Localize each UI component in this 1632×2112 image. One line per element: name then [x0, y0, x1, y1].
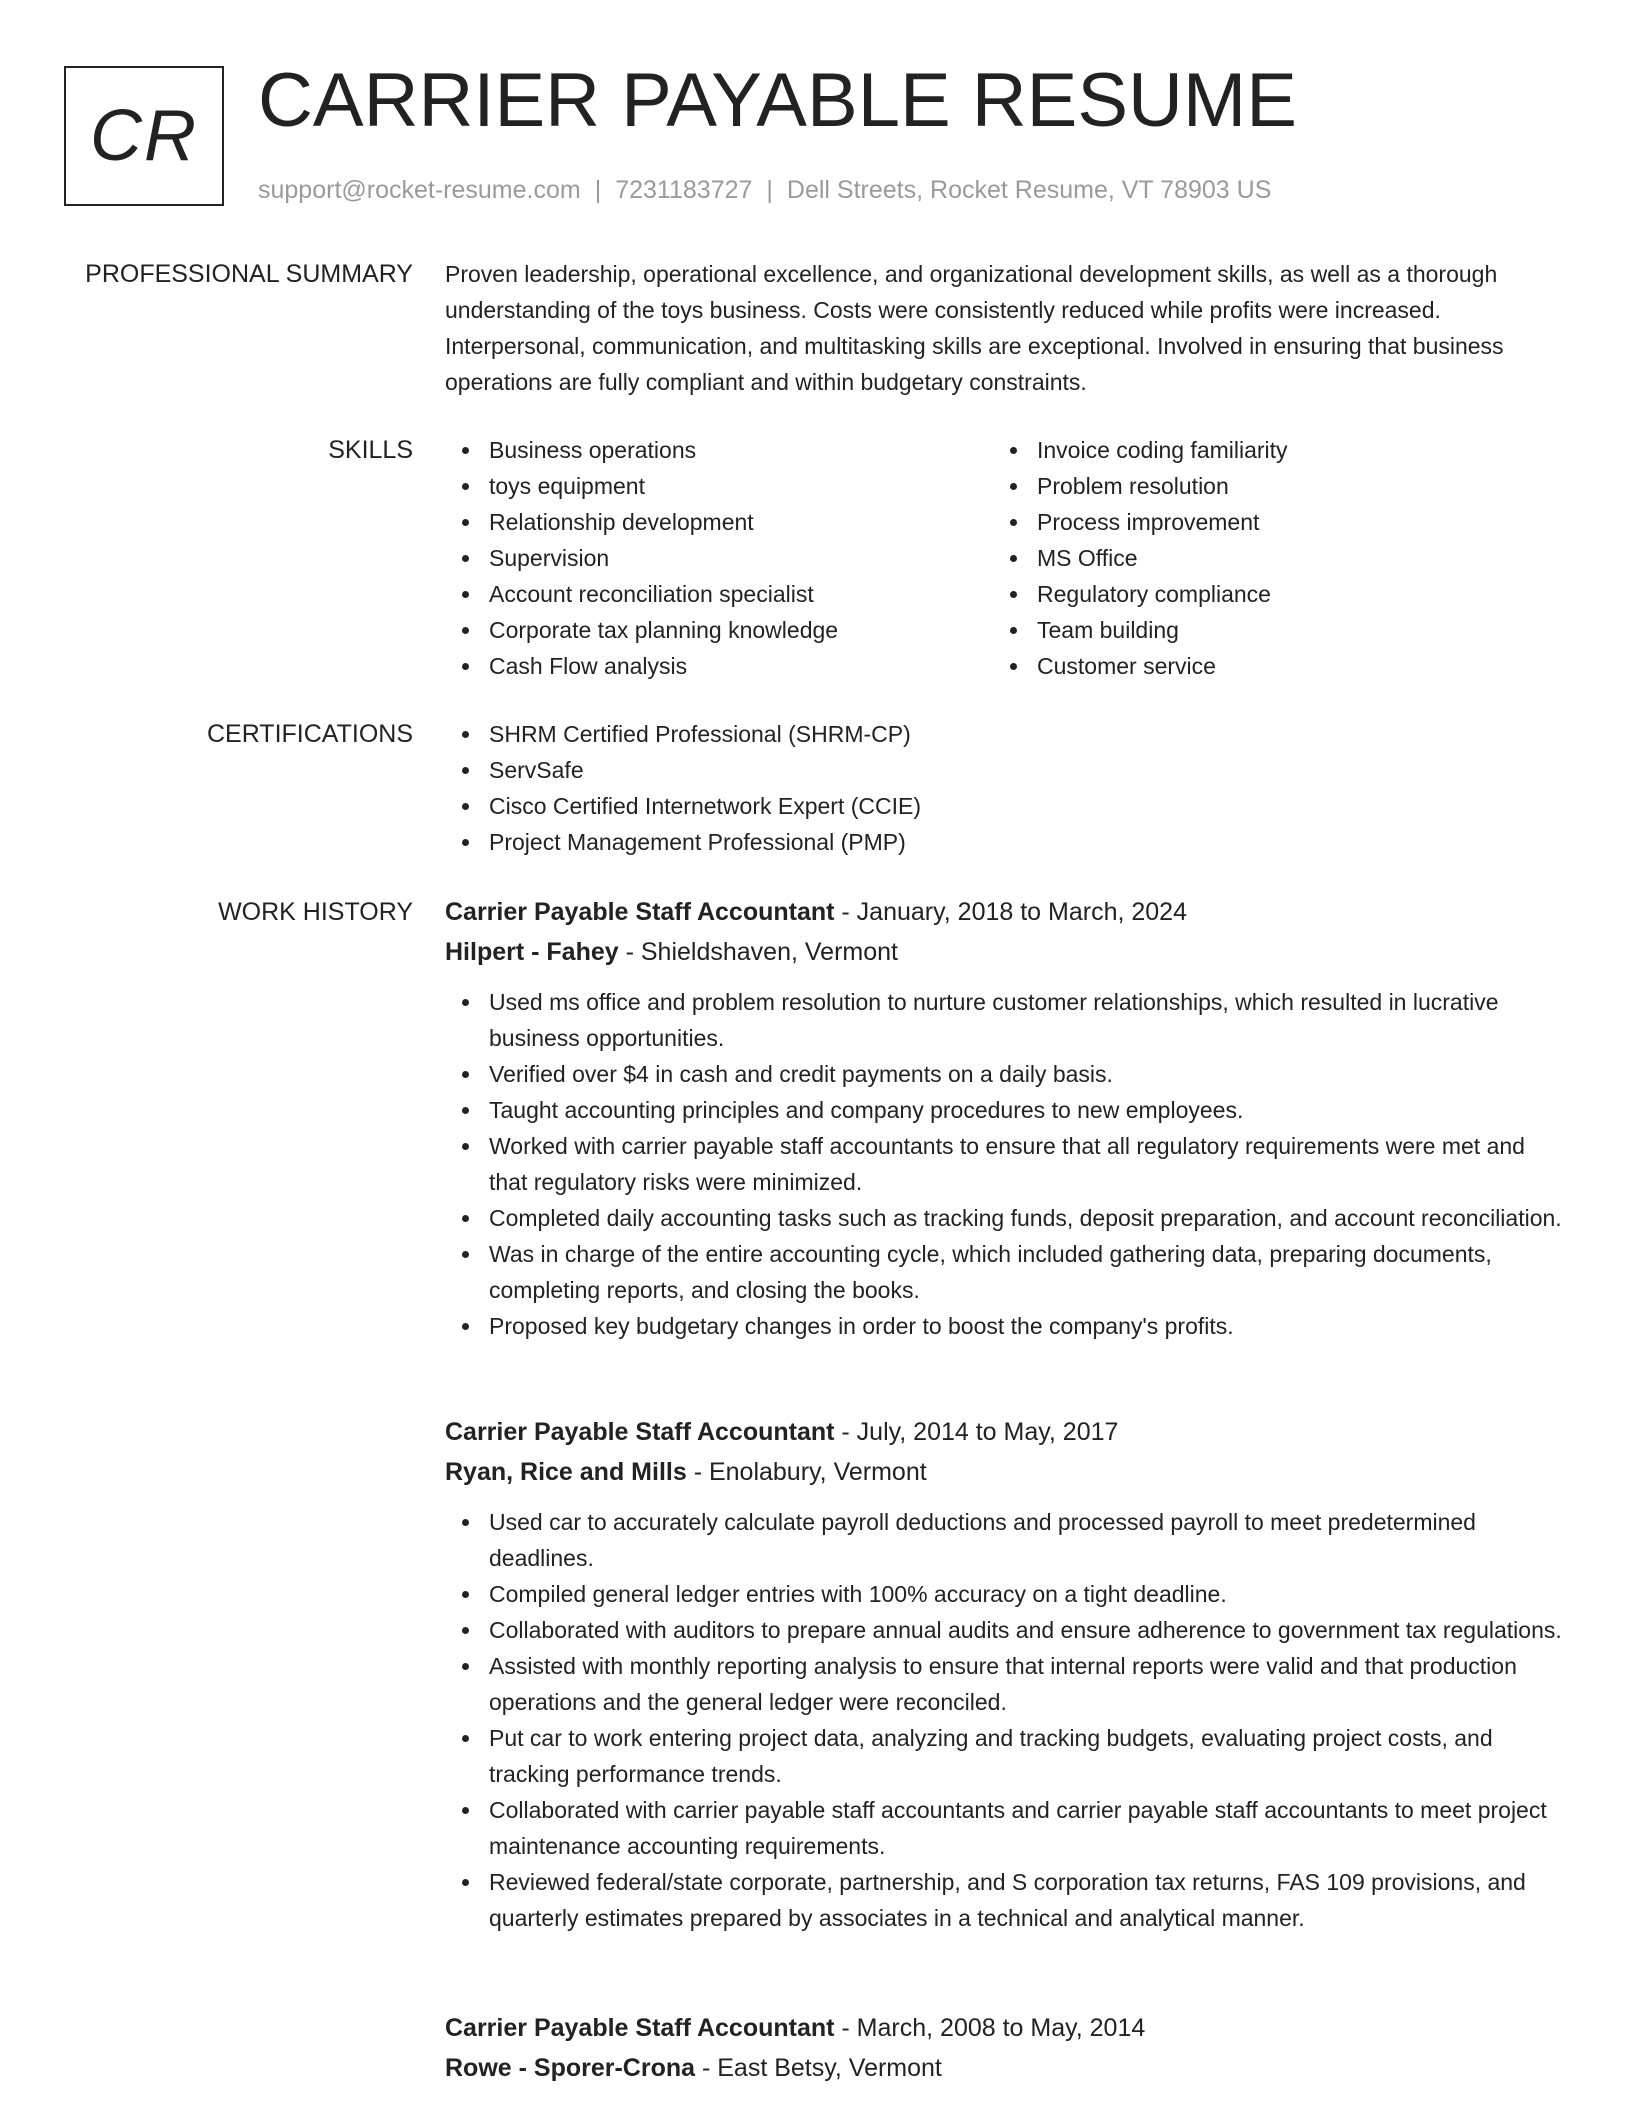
summary-text: Proven leadership, operational excellence, and organizational development skills, as well as a thorough understanding of the toys business. Costs were consistently reduced while profits were increased. Interpersonal, communication, and multitasking skills are exceptional. Involved in ensuring that business operations are fully compliant and within budgetary constraints.: [445, 261, 1504, 395]
job-title: Carrier Payable Staff Accountant: [445, 1418, 835, 1446]
certification-item: ServSafe: [445, 752, 1565, 788]
contact-separator: |: [594, 176, 602, 204]
skill-item: Account reconciliation specialist: [445, 576, 993, 612]
skill-item: Problem resolution: [993, 468, 1541, 504]
contact-email[interactable]: support@rocket-resume.com: [258, 176, 581, 204]
skill-item: Cash Flow analysis: [445, 648, 993, 684]
responsibility-item: Compiled general ledger entries with 100% accuracy on a tight deadline.: [445, 1576, 1565, 1612]
job-company-line: [445, 1452, 1565, 1492]
job-company: Ryan, Rice and Mills: [445, 1458, 687, 1486]
skill-item: Relationship development: [445, 504, 993, 540]
certifications-list: [445, 716, 1565, 860]
skills-heading: SKILLS: [328, 436, 413, 464]
responsibility-item: Proposed key budgetary changes in order to boost the company's profits.: [445, 1308, 1565, 1344]
skill-item: toys equipment: [445, 468, 993, 504]
job-responsibilities: [445, 1504, 1565, 1936]
contact-phone[interactable]: 7231183727: [615, 176, 753, 204]
resume-title: CARRIER PAYABLE RESUME: [258, 58, 1297, 143]
responsibility-item: Completed daily accounting tasks such as tracking funds, deposit preparation, and account reconciliation.: [445, 1200, 1565, 1236]
responsibility-item: Was in charge of the entire accounting cycle, which included gathering data, preparing documents, completing reports, and closing the books.: [445, 1236, 1565, 1308]
job-title: Carrier Payable Staff Accountant: [445, 898, 835, 926]
job-company-line: [445, 2048, 1565, 2088]
job-title: Carrier Payable Staff Accountant: [445, 2014, 835, 2042]
skills-list-left: [445, 432, 993, 684]
job-company: Hilpert - Fahey: [445, 938, 619, 966]
job-company: Rowe - Sporer-Crona: [445, 2054, 696, 2082]
skill-item: Process improvement: [993, 504, 1541, 540]
job-title-line: [445, 892, 1565, 932]
job-entry: [445, 2008, 1565, 2100]
responsibility-item: Assisted with monthly reporting analysis to ensure that internal reports were valid and that production operations and the general ledger were reconciled.: [445, 1648, 1565, 1720]
responsibility-item: Collaborated with auditors to prepare annual audits and ensure adherence to government tax regulations.: [445, 1612, 1565, 1648]
job-location: - Shieldshaven, Vermont: [618, 938, 898, 966]
job-title-line: [445, 2008, 1565, 2048]
responsibility-item: Used ms office and problem resolution to nurture customer relationships, which resulted in lucrative business opportunities.: [445, 984, 1565, 1056]
skill-item: Customer service: [993, 648, 1541, 684]
responsibility-item: Collaborated with carrier payable staff accountants and carrier payable staff accountants to meet project maintenance accounting requirements.: [445, 1792, 1565, 1864]
certification-item: Project Management Professional (PMP): [445, 824, 1565, 860]
job-entry: [445, 892, 1565, 1344]
job-dates: - March, 2008 to May, 2014: [834, 2014, 1146, 2042]
contact-line: [258, 174, 1271, 206]
job-company-line: [445, 932, 1565, 972]
job-title-line: [445, 1412, 1565, 1452]
skill-item: Corporate tax planning knowledge: [445, 612, 993, 648]
summary-body: [445, 256, 1565, 400]
skill-item: Invoice coding familiarity: [993, 432, 1541, 468]
skill-item: Business operations: [445, 432, 993, 468]
certifications-body: [445, 716, 1565, 860]
skill-item: Regulatory compliance: [993, 576, 1541, 612]
skill-item: Team building: [993, 612, 1541, 648]
job-location: - East Betsy, Vermont: [695, 2054, 942, 2082]
job-entry: [445, 1412, 1565, 1936]
responsibility-item: Put car to work entering project data, analyzing and tracking budgets, evaluating project costs, and tracking performance trends.: [445, 1720, 1565, 1792]
monogram-initials: CR: [90, 96, 198, 176]
job-responsibilities: [445, 984, 1565, 1344]
responsibility-item: Worked with carrier payable staff accountants to ensure that all regulatory requirements were met and that regulatory risks were minimized.: [445, 1128, 1565, 1200]
summary-heading: PROFESSIONAL SUMMARY: [85, 260, 413, 288]
job-dates: - July, 2014 to May, 2017: [834, 1418, 1119, 1446]
work-history-heading: WORK HISTORY: [218, 898, 413, 926]
contact-address: Dell Streets, Rocket Resume, VT 78903 US: [786, 176, 1272, 204]
certification-item: Cisco Certified Internetwork Expert (CCIE): [445, 788, 1565, 824]
certification-item: SHRM Certified Professional (SHRM-CP): [445, 716, 1565, 752]
monogram-badge: [64, 66, 224, 206]
job-dates: - January, 2018 to March, 2024: [834, 898, 1187, 926]
skills-body: [445, 432, 1565, 684]
skills-list-right: [993, 432, 1541, 684]
responsibility-item: Reviewed federal/state corporate, partnership, and S corporation tax returns, FAS 109 provisions, and quarterly estimates prepared by associates in a technical and analytical manner.: [445, 1864, 1565, 1936]
responsibility-item: Used car to accurately calculate payroll deductions and processed payroll to meet predetermined deadlines.: [445, 1504, 1565, 1576]
skill-item: MS Office: [993, 540, 1541, 576]
work-history-body: [445, 892, 1565, 2092]
skill-item: Supervision: [445, 540, 993, 576]
responsibility-item: Taught accounting principles and company procedures to new employees.: [445, 1092, 1565, 1128]
job-location: - Enolabury, Vermont: [686, 1458, 927, 1486]
responsibility-item: Verified over $4 in cash and credit payments on a daily basis.: [445, 1056, 1565, 1092]
certifications-heading: CERTIFICATIONS: [206, 720, 413, 748]
contact-separator: |: [766, 176, 773, 204]
